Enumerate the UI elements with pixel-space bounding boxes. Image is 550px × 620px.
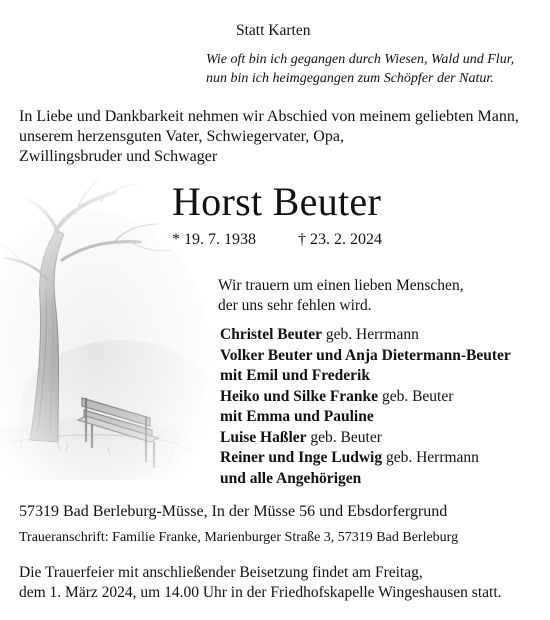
statt-karten-label: Statt Karten (236, 22, 311, 39)
poem-line-2: nun bin ich heimgegangen zum Schöpfer der Natur. (206, 71, 494, 86)
intro-line-1: In Liebe und Dankbarkeit nehmen wir Abschied von meinem geliebten Mann, (19, 108, 519, 125)
family-member-name: Volker Beuter und Anja Dietermann-Beuter (220, 346, 511, 364)
funeral-info-line-2: dem 1. März 2024, um 14.00 Uhr in der Friedhofskapelle Wingeshausen statt. (19, 584, 502, 601)
family-member-name: mit Emma und Pauline (220, 408, 374, 425)
intro-line-3: Zwillingsbruder und Schwager (19, 148, 218, 165)
death-date: † 23. 2. 2024 (298, 231, 382, 248)
funeral-info-line-1: Die Trauerfeier mit anschließender Beisetzung findet am Freitag, (19, 564, 423, 581)
family-member-note: geb. Beuter (306, 428, 382, 446)
mourning-line-1: Wir trauern um einen lieben Menschen, (218, 277, 464, 294)
family-member (220, 469, 361, 490)
family-member (220, 325, 419, 346)
birth-date: * 19. 7. 1938 (172, 231, 256, 248)
family-member-name: und alle Angehörigen (220, 469, 362, 487)
family-member-note: geb. Beuter (378, 387, 454, 405)
family-member (220, 428, 382, 449)
family-member-name: Christel Beuter (220, 326, 323, 343)
family-member (220, 387, 453, 408)
deceased-name: Horst Beuter (172, 179, 382, 224)
poem-line-1: Wie oft bin ich gegangen durch Wiesen, Wald und Flur, (206, 52, 515, 67)
mourning-line-2: der uns sehr fehlen wird. (218, 297, 372, 314)
family-member (220, 407, 374, 428)
mourning-address: Traueranschrift: Familie Franke, Marienburger Straße 3, 57319 Bad Berleburg (19, 530, 459, 545)
family-member-name: Heiko und Silke Franke (220, 387, 379, 405)
family-member-name: Reiner und Inge Ludwig (220, 449, 383, 466)
family-member-note: geb. Herrmann (382, 449, 479, 466)
family-member-note: geb. Herrmann (322, 326, 419, 343)
tree-bench-illustration (0, 180, 215, 480)
family-member (220, 366, 370, 387)
family-member (220, 346, 511, 367)
intro-line-2: unserem herzensguten Vater, Schwiegervater, Opa, (19, 128, 344, 145)
family-member-name: Luise Haßler (220, 428, 307, 446)
family-member-name: mit Emil und Frederik (220, 367, 370, 384)
residence-address: 57319 Bad Berleburg-Müsse, In der Müsse 56 und Ebsdorfergrund (19, 503, 448, 520)
family-member (220, 448, 479, 469)
